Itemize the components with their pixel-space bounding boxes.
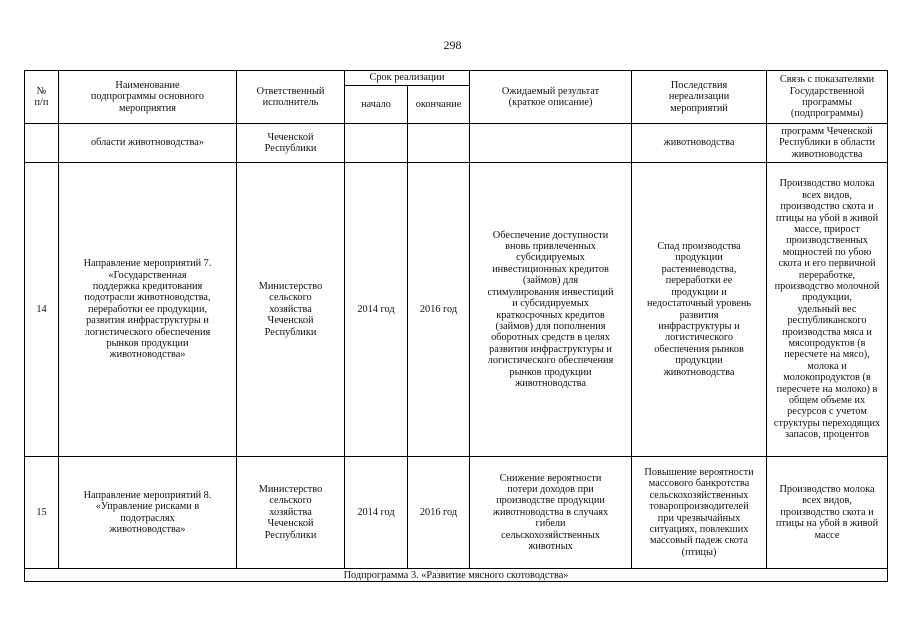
header-num: № п/п (25, 71, 59, 124)
cell-consequences: Спад производства продукции растениеводства, переработки ее продукции и недостаточный уровень развития инфраструктуры и логистического обеспечения рынков продукции животноводства (632, 163, 767, 457)
cell-responsible: Министерство сельского хозяйства Чеченской Республики (237, 163, 345, 457)
header-period: Срок реализации (345, 71, 470, 86)
page-number: 298 (443, 38, 462, 52)
header-consequences: Последствия нереализации мероприятий (632, 71, 767, 124)
cell-link: Производство молока всех видов, производство скота и птицы на убой в живой массе, прирост производственных мощностей по убою скота и его первичной переработке, производство молочной продукции, удельный вес республиканского производства мяса и мясопродуктов (в пересчете на мясо), молока и молокопродуктов (в пересчете на молоко) в общем объеме их ресурсов с учетом структуры переходящих запасов, процентов (767, 163, 888, 457)
cell-result: Обеспечение доступности вновь привлеченных субсидируемых инвестиционных кредитов (займов) для стимулирования инвестиций и субсидируемых краткосрочных кредитов (займов) для пополнения оборотных средств в целях развития инфраструктуры и логистического обеспечения рынков продукции животноводства (470, 163, 632, 457)
cell-start: 2014 год (345, 457, 408, 569)
cell-end: 2016 год (408, 163, 470, 457)
cell-responsible: Министерство сельского хозяйства Чеченской Республики (237, 457, 345, 569)
cell-result (470, 124, 632, 163)
subprogram-title: Подпрограмма 3. «Развитие мясного скотоводства» (25, 569, 888, 582)
cell-name: Направление мероприятий 7. «Государственная поддержка кредитования подотрасли животноводства, переработки ее продукции, развития инфраструктуры и логистического обеспечения рынков продукции животноводства» (59, 163, 237, 457)
cell-num: 14 (25, 163, 59, 457)
table-row (25, 457, 888, 569)
cell-num: 15 (25, 457, 59, 569)
cell-link: Производство молока всех видов, производство скота и птицы на убой в живой массе (767, 457, 888, 569)
header-link: Связь с показателями Государственной программы (подпрограммы) (767, 71, 888, 124)
cell-link: программ Чеченской Республики в области животноводства (767, 124, 888, 163)
table-row (25, 163, 888, 457)
table-row-continuation (25, 124, 888, 163)
cell-result: Снижение вероятности потери доходов при производстве продукции животноводства в случаях гибели сельскохозяйственных животных (470, 457, 632, 569)
cell-end: 2016 год (408, 457, 470, 569)
cell-name: области животноводства» (59, 124, 237, 163)
cell-name: Направление мероприятий 8. «Управление рисками в подотраслях животноводства» (59, 457, 237, 569)
header-end: окончание (408, 86, 470, 124)
cell-consequences: Повышение вероятности массового банкротства сельскохозяйственных товаропроизводителей при чрезвычайных ситуациях, повлекших массовый падеж скота (птицы) (632, 457, 767, 569)
cell-responsible: Чеченской Республики (237, 124, 345, 163)
activities-table (24, 70, 888, 582)
cell-end (408, 124, 470, 163)
header-result: Ожидаемый результат (краткое описание) (470, 71, 632, 124)
cell-start (345, 124, 408, 163)
header-responsible: Ответственный исполнитель (237, 71, 345, 124)
cell-start: 2014 год (345, 163, 408, 457)
subprogram-row (25, 569, 888, 582)
cell-num (25, 124, 59, 163)
header-name: Наименование подпрограммы основного мероприятия (59, 71, 237, 124)
header-start: начало (345, 86, 408, 124)
cell-consequences: животноводства (632, 124, 767, 163)
header-row (25, 71, 888, 86)
